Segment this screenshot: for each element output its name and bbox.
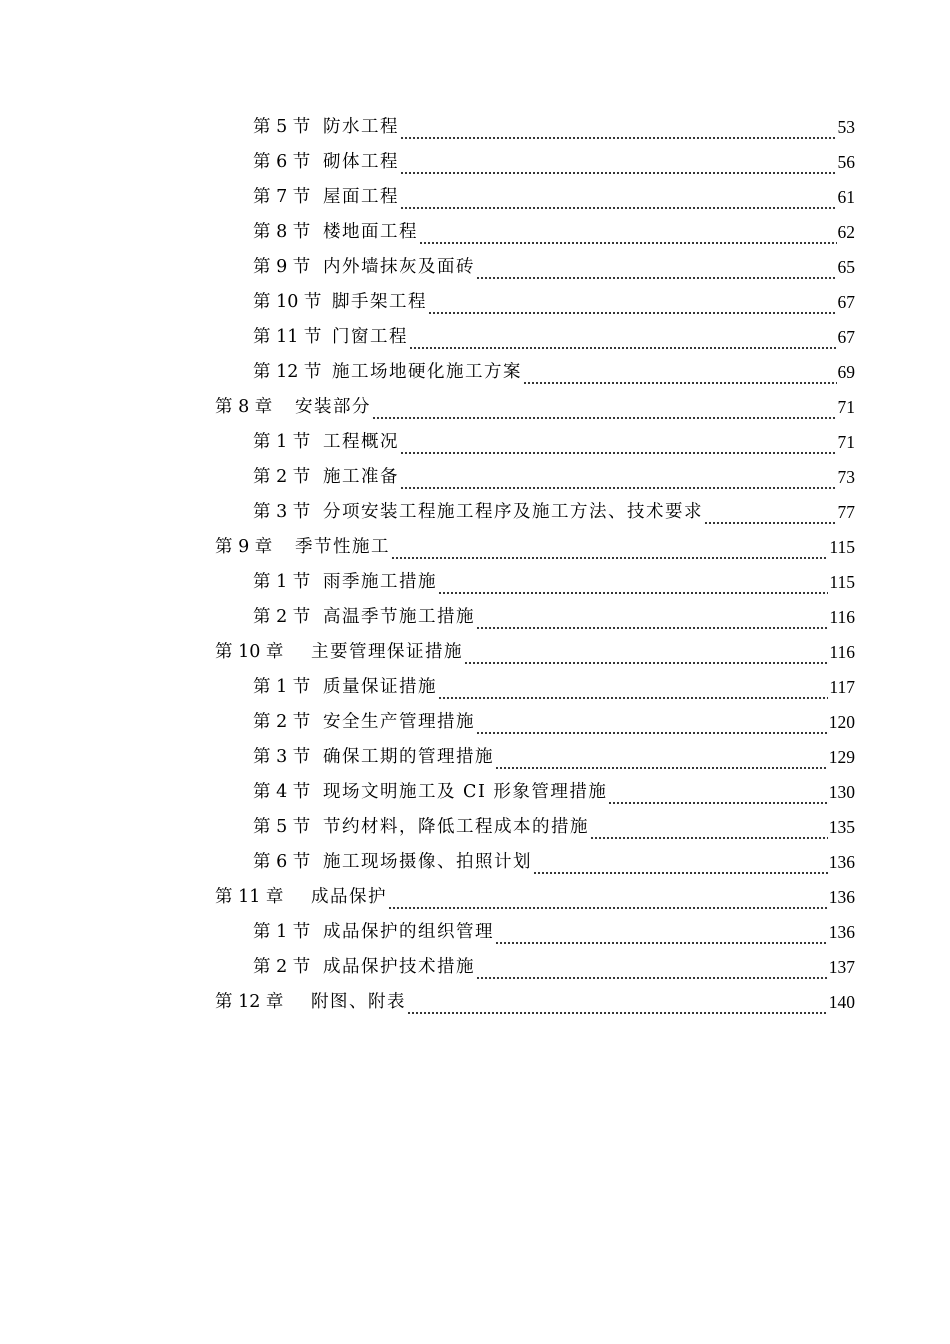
- toc-entry[interactable]: [0, 180, 950, 215]
- entry-number: 第 2 节: [253, 467, 311, 487]
- entry-number: 第 2 节: [253, 712, 311, 732]
- dot-leader: [400, 145, 837, 180]
- dot-leader: [476, 600, 828, 635]
- dot-leader: [533, 845, 828, 880]
- entry-page-number: 56: [837, 152, 855, 172]
- entry-page-number: 136: [828, 887, 855, 907]
- entry-title: 成品保护: [311, 887, 387, 907]
- entry-title: 高温季节施工措施: [323, 607, 475, 627]
- dot-leader: [464, 635, 828, 670]
- dot-leader: [391, 530, 828, 565]
- entry-title: 门窗工程: [332, 327, 408, 347]
- dot-leader: [495, 915, 828, 950]
- entry-title: 主要管理保证措施: [311, 642, 463, 662]
- toc-entry[interactable]: [0, 600, 950, 635]
- entry-page-number: 136: [828, 922, 855, 942]
- dot-leader: [400, 180, 837, 215]
- entry-title: 质量保证措施: [323, 677, 437, 697]
- entry-title: 成品保护技术措施: [323, 957, 475, 977]
- entry-title: 工程概况: [323, 432, 399, 452]
- entry-page-number: 137: [828, 957, 855, 977]
- entry-title: 分项安装工程施工程序及施工方法、技术要求: [323, 502, 703, 522]
- toc-entry[interactable]: [0, 705, 950, 740]
- toc-entry[interactable]: [0, 495, 950, 530]
- entry-page-number: 115: [829, 537, 855, 557]
- dot-leader: [407, 985, 828, 1020]
- dot-leader: [476, 950, 828, 985]
- toc-entry[interactable]: [0, 145, 950, 180]
- entry-number: 第 9 节: [253, 257, 311, 277]
- toc-entry[interactable]: [0, 915, 950, 950]
- entry-number: 第 5 节: [253, 817, 311, 837]
- entry-page-number: 117: [829, 677, 855, 697]
- dot-leader: [590, 810, 828, 845]
- entry-number: 第 1 节: [253, 572, 311, 592]
- entry-page-number: 140: [828, 992, 855, 1012]
- toc-entry[interactable]: [0, 425, 950, 460]
- entry-number: 第 11 节: [253, 327, 322, 347]
- entry-title: 屋面工程: [323, 187, 399, 207]
- entry-page-number: 73: [837, 467, 855, 487]
- entry-number: 第 2 节: [253, 957, 311, 977]
- toc-entry[interactable]: [0, 950, 950, 985]
- entry-number: 第 1 节: [253, 922, 311, 942]
- dot-leader: [495, 740, 828, 775]
- entry-page-number: 77: [837, 502, 855, 522]
- entry-number: 第 7 节: [253, 187, 311, 207]
- entry-page-number: 136: [828, 852, 855, 872]
- toc-entry[interactable]: [0, 250, 950, 285]
- dot-leader: [523, 355, 837, 390]
- entry-title: 防水工程: [323, 117, 399, 137]
- entry-page-number: 135: [828, 817, 855, 837]
- entry-page-number: 61: [837, 187, 855, 207]
- entry-title: 节约材料，降低工程成本的措施: [323, 817, 589, 837]
- table-of-contents: [0, 110, 950, 1020]
- dot-leader: [400, 460, 837, 495]
- toc-entry[interactable]: [0, 565, 950, 600]
- entry-page-number: 71: [837, 432, 855, 452]
- entry-number: 第 10 章: [215, 642, 284, 662]
- entry-page-number: 53: [837, 117, 855, 137]
- entry-number: 第 8 章: [215, 397, 273, 417]
- entry-title: 附图、附表: [311, 992, 406, 1012]
- entry-number: 第 4 节: [253, 782, 311, 802]
- entry-page-number: 129: [828, 747, 855, 767]
- dot-leader: [438, 670, 828, 705]
- entry-number: 第 9 章: [215, 537, 273, 557]
- entry-title: 施工场地硬化施工方案: [332, 362, 522, 382]
- toc-entry[interactable]: [0, 740, 950, 775]
- dot-leader: [400, 425, 837, 460]
- dot-leader: [704, 495, 837, 530]
- entry-title: 脚手架工程: [332, 292, 427, 312]
- entry-number: 第 3 节: [253, 502, 311, 522]
- entry-title: 确保工期的管理措施: [323, 747, 494, 767]
- entry-number: 第 12 节: [253, 362, 322, 382]
- entry-page-number: 116: [829, 607, 855, 627]
- entry-page-number: 65: [837, 257, 855, 277]
- entry-page-number: 67: [837, 292, 855, 312]
- dot-leader: [608, 775, 827, 810]
- entry-page-number: 115: [829, 572, 855, 592]
- toc-entry[interactable]: [0, 985, 950, 1020]
- entry-title: 季节性施工: [295, 537, 390, 557]
- entry-title: 现场文明施工及 CI 形象管理措施: [323, 782, 608, 802]
- entry-number: 第 6 节: [253, 152, 311, 172]
- entry-title: 楼地面工程: [323, 222, 418, 242]
- entry-page-number: 116: [829, 642, 855, 662]
- dot-leader: [419, 215, 837, 250]
- entry-page-number: 120: [828, 712, 855, 732]
- entry-number: 第 1 节: [253, 432, 311, 452]
- entry-number: 第 1 节: [253, 677, 311, 697]
- entry-number: 第 5 节: [253, 117, 311, 137]
- toc-entry[interactable]: [0, 110, 950, 145]
- toc-entry[interactable]: [0, 530, 950, 565]
- toc-entry[interactable]: [0, 460, 950, 495]
- entry-number: 第 11 章: [215, 887, 284, 907]
- toc-entry[interactable]: [0, 810, 950, 845]
- entry-number: 第 2 节: [253, 607, 311, 627]
- entry-title: 施工现场摄像、拍照计划: [323, 852, 532, 872]
- entry-number: 第 10 节: [253, 292, 322, 312]
- dot-leader: [372, 390, 837, 425]
- entry-title: 施工准备: [323, 467, 399, 487]
- entry-page-number: 69: [837, 362, 855, 382]
- toc-entry[interactable]: [0, 285, 950, 320]
- toc-entry[interactable]: [0, 775, 950, 810]
- dot-leader: [438, 565, 828, 600]
- dot-leader: [428, 285, 837, 320]
- entry-page-number: 130: [828, 782, 855, 802]
- toc-entry[interactable]: [0, 320, 950, 355]
- entry-number: 第 8 节: [253, 222, 311, 242]
- entry-title: 内外墙抹灰及面砖: [323, 257, 475, 277]
- toc-entry[interactable]: [0, 390, 950, 425]
- entry-page-number: 62: [837, 222, 855, 242]
- entry-title: 雨季施工措施: [323, 572, 437, 592]
- entry-number: 第 12 章: [215, 992, 284, 1012]
- toc-entry[interactable]: [0, 215, 950, 250]
- toc-entry[interactable]: [0, 355, 950, 390]
- dot-leader: [476, 250, 837, 285]
- entry-title: 成品保护的组织管理: [323, 922, 494, 942]
- dot-leader: [400, 110, 837, 145]
- entry-page-number: 67: [837, 327, 855, 347]
- entry-title: 安装部分: [295, 397, 371, 417]
- entry-number: 第 3 节: [253, 747, 311, 767]
- entry-page-number: 71: [837, 397, 855, 417]
- entry-title: 安全生产管理措施: [323, 712, 475, 732]
- dot-leader: [409, 320, 837, 355]
- dot-leader: [476, 705, 828, 740]
- entry-number: 第 6 节: [253, 852, 311, 872]
- toc-entry[interactable]: [0, 880, 950, 915]
- toc-entry[interactable]: [0, 635, 950, 670]
- toc-entry[interactable]: [0, 845, 950, 880]
- toc-entry[interactable]: [0, 670, 950, 705]
- entry-title: 砌体工程: [323, 152, 399, 172]
- dot-leader: [388, 880, 828, 915]
